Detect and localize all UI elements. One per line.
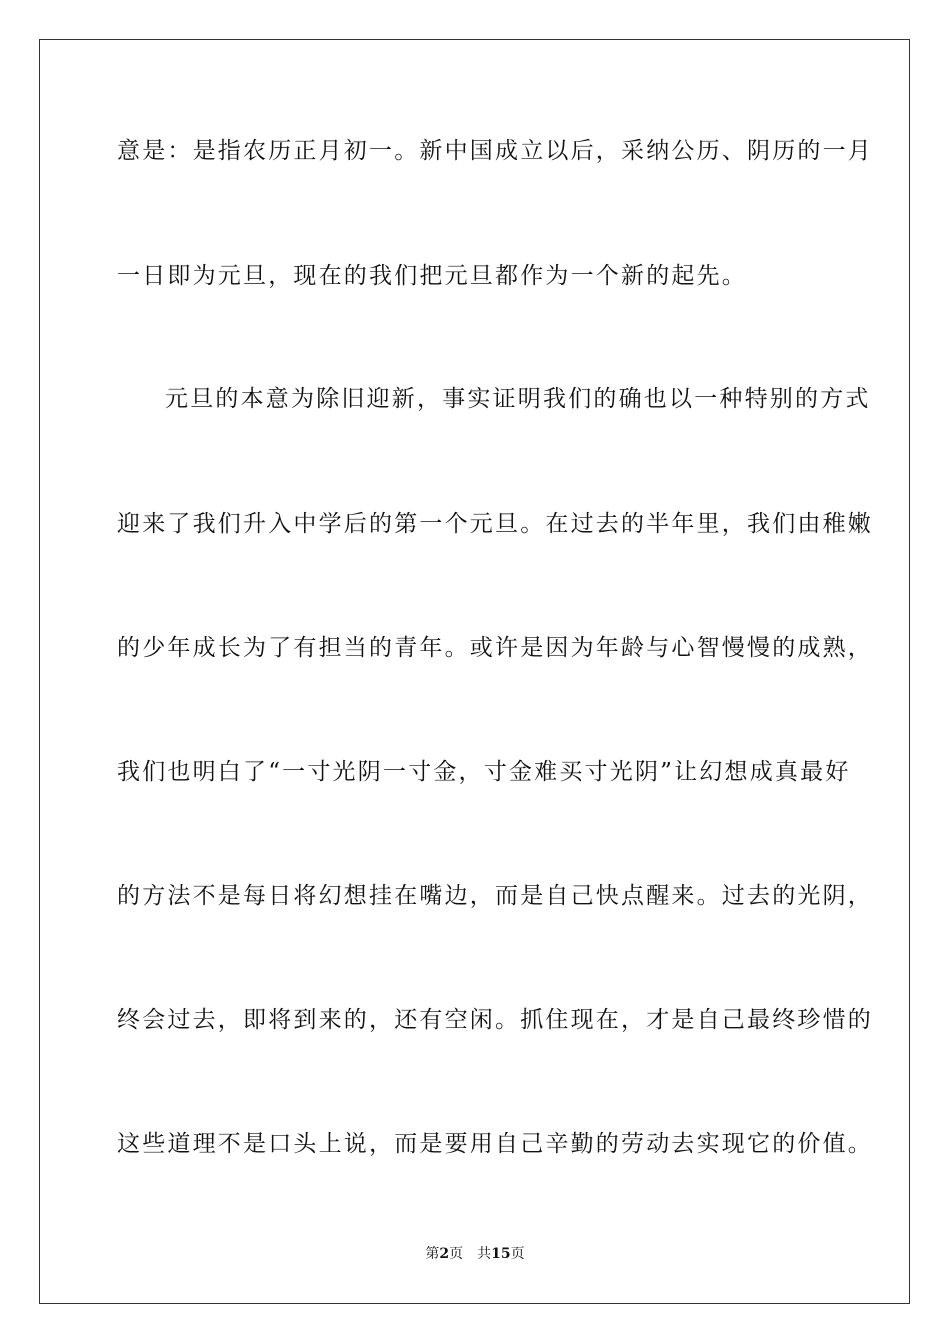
total-pages: 15 <box>491 1246 511 1262</box>
total-suffix: 页 <box>510 1246 525 1262</box>
text-line-3-paragraph-start: 元旦的本意为除旧迎新，事实证明我们的确也以一种特别的方式 <box>165 386 871 412</box>
total-prefix: 共 <box>477 1246 492 1262</box>
text-line-7: 的方法不是每日将幻想挂在嘴边，而是自己快点醒来。过去的光阴， <box>117 883 873 909</box>
text-line-6: 我们也明白了“一寸光阴一寸金，寸金难买寸光阴”让幻想成真最好 <box>117 759 851 785</box>
page-suffix: 页 <box>449 1246 464 1262</box>
text-line-2: 一日即为元旦，现在的我们把元旦都作为一个新的起先。 <box>117 263 747 289</box>
text-line-1: 意是：是指农历正月初一。新中国成立以后，采纳公历、阴历的一月 <box>117 138 873 164</box>
page-border <box>39 39 910 1304</box>
text-line-4: 迎来了我们升入中学后的第一个元旦。在过去的半年里，我们由稚嫩 <box>117 511 873 537</box>
page-footer <box>0 1245 950 1263</box>
text-line-5: 的少年成长为了有担当的青年。或许是因为年龄与心智慢慢的成熟， <box>117 635 873 661</box>
page-number: 2 <box>439 1246 450 1262</box>
text-line-8: 终会过去，即将到来的，还有空闲。抓住现在，才是自己最终珍惜的 <box>117 1007 873 1033</box>
page-prefix: 第 <box>425 1246 440 1262</box>
text-line-9: 这些道理不是口头上说，而是要用自己辛勤的劳动去实现它的价值。 <box>117 1131 873 1157</box>
